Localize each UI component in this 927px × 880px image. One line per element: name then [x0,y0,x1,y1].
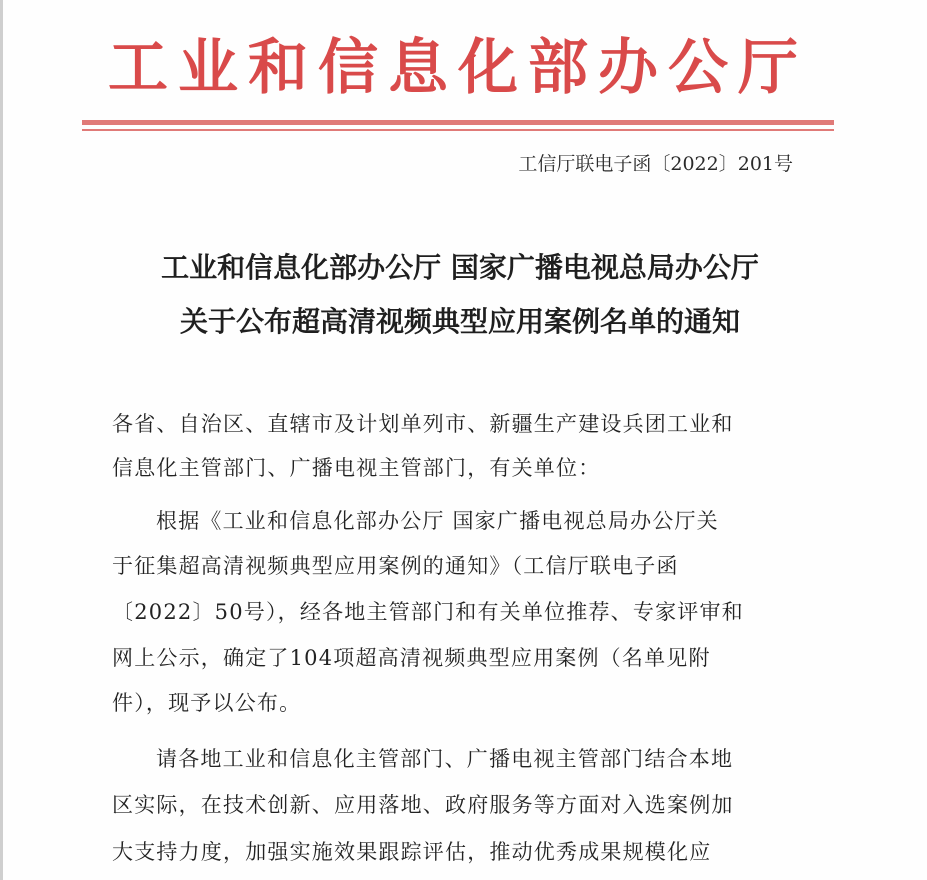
page-edge [0,0,3,880]
body-line: 请各地工业和信息化主管部门、广播电视主管部门结合本地 [156,747,734,771]
body-line: 各省、自治区、直辖市及计划单列市、新疆生产建设兵团工业和 [112,412,734,436]
document-number: 工信厅联电子函〔2022〕201号 [518,153,793,175]
body-line: 根据《工业和信息化部办公厅 国家广播电视总局办公厅关 [156,509,719,533]
letterhead-rule-thin [82,129,834,131]
letterhead-rule-thick [82,120,834,125]
body-line: 区实际，在技术创新、应用落地、政府服务等方面对入选案例加 [112,793,734,817]
body-line: 于征集超高清视频典型应用案例的通知》（工信厅联电子函 [112,554,679,578]
body-line: 〔2022〕50号），经各地主管部门和有关单位推荐、专家评审和 [112,600,744,624]
body-line: 信息化主管部门、广播电视主管部门，有关单位： [112,456,601,480]
letterhead: 工业和信息化部办公厅 [108,33,808,103]
body-line: 网上公示，确定了104项超高清视频典型应用案例（名单见附 [112,646,711,670]
document-title-line-2: 关于公布超高清视频典型应用案例名单的通知 [179,305,740,338]
body-line: 件），现予以公布。 [112,691,302,715]
body-line: 大支持力度，加强实施效果跟踪评估，推动优秀成果规模化应 [112,840,712,864]
document-title-line-1: 工业和信息化部办公厅 国家广播电视总局办公厅 [161,251,759,284]
